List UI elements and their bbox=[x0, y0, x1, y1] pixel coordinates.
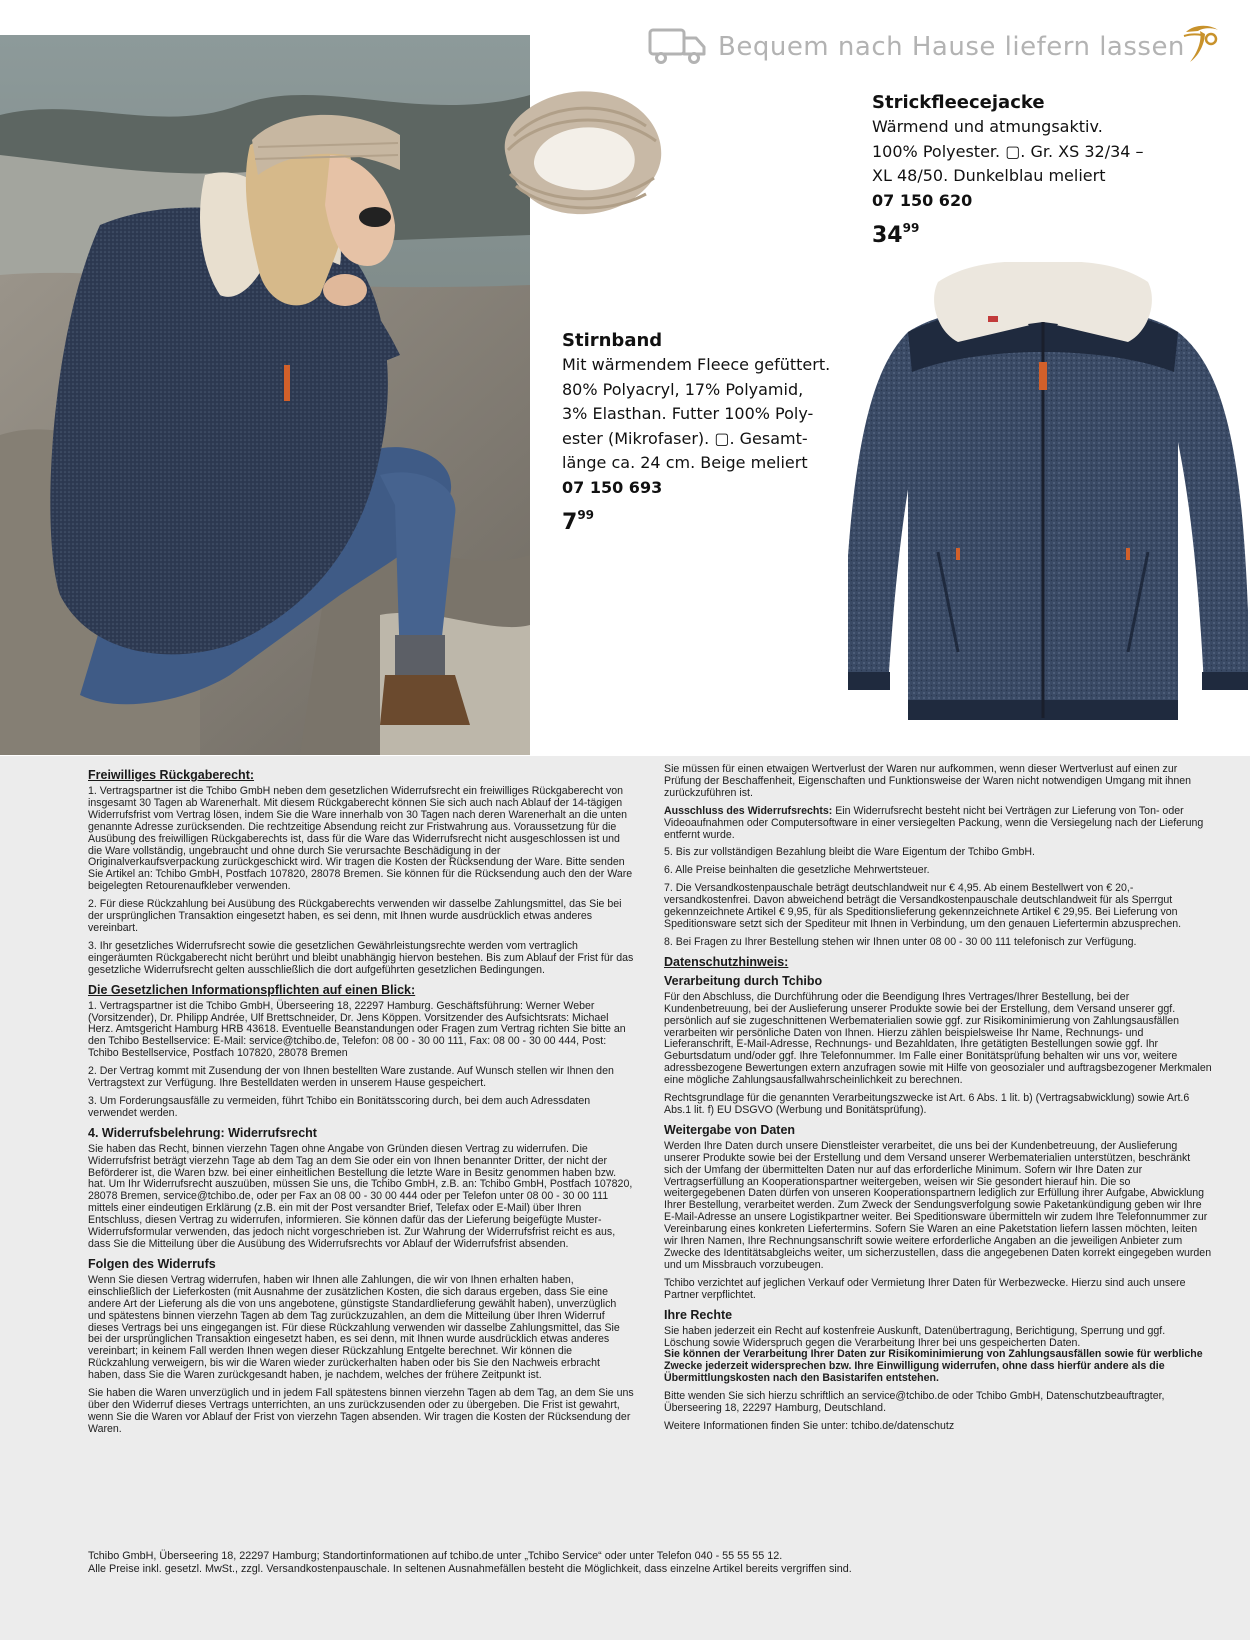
paragraph: Rechtsgrundlage für die genannten Verarbeitungszwecke ist Art. 6 Abs. 1 lit. b) (Vertragsabwicklung) sowie Art.6 Abs.1 lit. f) EU DSGVO (Werbung und Bonitätsprüfung). bbox=[664, 1092, 1190, 1116]
footer-line: Alle Preise inkl. gesetzl. MwSt., zzgl. Versandkostenpauschale. In seltenen Ausnahmefällen besteht die Möglichkeit, dass einzelne Artikel bereits vergriffen sind. bbox=[88, 1562, 852, 1575]
page-header bbox=[640, 22, 1240, 72]
header-title: Bequem nach Hause liefern lassen bbox=[718, 32, 1185, 62]
jacket-name: Strickfleecejacke bbox=[872, 92, 1045, 113]
tchibo-logo-icon bbox=[1180, 22, 1222, 66]
paragraph: 5. Bis zur vollständigen Bezahlung bleibt die Ware Eigentum der Tchibo GmbH. bbox=[664, 846, 1035, 859]
paragraph: Bitte wenden Sie sich hierzu schriftlich an service@tchibo.de oder Tchibo GmbH, Datenschutzbeauftragter, Überseering 18, 22297 Hamburg, Deutschland. bbox=[664, 1390, 1165, 1415]
bold-label: Ausschluss des Widerrufsrechts: bbox=[664, 804, 833, 817]
headband-article-number: 07 150 693 bbox=[562, 477, 663, 497]
paragraph bbox=[664, 806, 1212, 842]
section-heading: Verarbeitung durch Tchibo bbox=[664, 973, 823, 988]
jacket-price bbox=[872, 221, 1242, 248]
paragraph: 3. Um Forderungsausfälle zu vermeiden, führt Tchibo ein Bonitätsscoring durch, bei dem auch Adressdaten verwendet werden. bbox=[88, 1094, 591, 1119]
delivery-truck-icon bbox=[648, 26, 708, 66]
paragraph: 1. Vertragspartner ist die Tchibo GmbH neben dem gesetzlichen Widerrufsrecht ein freiwilliges Rückgaberecht von insgesamt 30 Tagen ab Warenerhalt. Mit diesem Rückgaberecht können Sie sich auch nach Ablauf der 14-tägigen Widerrufsfrist vom Vertrag lösen, indem Sie die Ware innerhalb von 30 Tagen nach deren Warenerhalt an die unten genannte Adresse zurücksenden. Die rechtzeitige Absendung reicht zur Fristwahrung aus. Voraussetzung für die Ausübung des freiwilligen Rückgaberechts ist, dass für die Ware das Widerrufsrecht nicht ausgeschlossen ist und die Ware vollständig, ungebraucht und ohne durch Sie verursachte Beschädigung in der Originalverkaufsverpackung zurückgeschickt wird. Wir tragen die Kosten der Rücksendung der Ware. Bitte senden Sie Artikel an: Tchibo GmbH, Postfach 107820, 28078 Bremen. Sie können für die Rücksendung auch den der Ware beigelegten Retourenaufkleber verwenden. bbox=[88, 785, 633, 893]
headband-name: Stirnband bbox=[562, 330, 663, 351]
bold-paragraph: Sie können der Verarbeitung Ihrer Daten zur Risikominimierung von Zahlungsausfällen sowie für werbliche Zwecke jederzeit widersprechen bzw. Ihre Einwilligung widerrufen, ohne dass hierfür andere als die Übermittlungskosten nach den Basistarifen entstehen. bbox=[664, 1348, 1203, 1385]
paragraph: 8. Bei Fragen zu Ihrer Bestellung stehen wir Ihnen unter 08 00 - 30 00 111 telefonisch zur Verfügung. bbox=[664, 935, 1137, 948]
headband-details bbox=[562, 353, 862, 500]
paragraph: Wenn Sie diesen Vertrag widerrufen, haben wir Ihnen alle Zahlungen, die wir von Ihnen erhalten haben, einschließlich der Lieferkosten (mit Ausnahme der zusätzlichen Kosten, die sich daraus ergeben, dass Sie eine andere Art der Lieferung als die von uns angebotene, günstigste Standardlieferung gewählt haben), unverzüglich und spätestens binnen vierzehn Tagen ab dem Tag zurückzuzahlen, an dem die Mitteilung über Ihren Widerruf dieses Vertrags bei uns eingegangen ist. Für diese Rückzahlung verwenden wir dasselbe Zahlungsmittel, das Sie bei der ursprünglichen Transaktion eingesetzt haben, es sei denn, mit Ihnen wurde ausdrücklich etwas anderes vereinbart; in keinem Fall werden Ihnen wegen dieser Rückzahlung Entgelte berechnet. Wir können die Rückzahlung verweigern, bis wir die Waren wieder zurückerhalten haben oder bis Sie den Nachweis erbracht haben, dass Sie die Waren zurückgesandt haben, je nachdem, welches der frühere Zeitpunkt ist. bbox=[88, 1273, 620, 1382]
legal-left-column bbox=[88, 764, 634, 1442]
section-heading: 4. Widerrufsbelehrung: Widerrufsrecht bbox=[88, 1125, 317, 1140]
headband-line4: ester (Mikrofaser). ▢. Gesamt- bbox=[562, 428, 808, 448]
headband-line2: 80% Polyacryl, 17% Polyamid, bbox=[562, 379, 804, 399]
paragraph: Sie haben die Waren unverzüglich und in jedem Fall spätestens binnen vierzehn Tagen ab dem Tag, an dem Sie uns über den Widerruf dieses Vertrags unterrichten, an uns zurückzusenden oder zu übergeben. Die Frist ist gewahrt, wenn Sie die Waren vor Ablauf der Frist von vierzehn Tagen absenden. Wir tragen die Kosten der Rücksendung der Waren. bbox=[88, 1387, 634, 1435]
headband-line1: Mit wärmendem Fleece gefüttert. bbox=[562, 355, 831, 374]
paragraph-text: Ein Widerrufsrecht besteht nicht bei Verträgen zur Lieferung von Ton- oder Videoaufnahmen oder Computersoftware in einer versiegelten Packung, wenn die Versiegelung nach der Lieferung entfernt wurde. bbox=[664, 804, 1204, 841]
paragraph: Werden Ihre Daten durch unsere Dienstleister verarbeitet, die uns bei der Kundenbetreuung, der Auslieferung unserer Produkte sowie bei der Erstellung und dem Versand unserer Werbematerialien unterstützen, beschränkt sich der Umfang der übermittelten Daten nur auf das erforderliche Minimum. Sofern wir Ihre Daten zur Vertragserfüllung an Kooperationspartner weitergeben, weisen wir Sie gesondert hierauf hin. Die so weitergegebenen Daten dürfen von unseren Kooperationspartnern lediglich zur Erfüllung ihrer Aufgabe, Abwicklung Ihrer Bestellung, verarbeitet werden. Zum Zweck der Sendungsverfolgung sowie Paketankündigung geben wir Ihre E-Mail-Adresse an unsere Logistikpartner weiter. Bei Speditionsware übermitteln wir zudem Ihre Telefonnummer zur Vereinbarung eines konkreten Liefertermins. Sofern Sie Waren an eine Paketstation liefern lassen möchten, leiten wir Ihren Namen, Ihre Rechnungsanschrift sowie weitere erforderliche Angaben an die jeweiligen Anbieter zum Zwecke des Identitätsabgleichs weiter, um sicherzustellen, dass die angegebenen Daten korrekt eingegeben wurden und um Missbrauch vorzubeugen. bbox=[664, 1139, 1212, 1271]
headband-price bbox=[562, 508, 862, 535]
paragraph: 1. Vertragspartner ist die Tchibo GmbH, Überseering 18, 22297 Hamburg. Geschäftsführung: Werner Weber (Vorsitzender), Dr. Philipp Andrée, Ulf Brettschneider, Dr. Jens Köppen. Vorsitzender des Aufsichtsrats: Michael Herz. Amtsgericht Hamburg HRB 43618. Eventuelle Beanstandungen oder Fragen zum Vertrag richten Sie bitte an den Tchibo Bestellservice: E-Mail: service@tchibo.de, Telefon: 08 00 - 30 00 111, Fax: 08 00 - 30 00 444, Post: Tchibo Bestellservice, Postfach 107820, 28078 Bremen bbox=[88, 999, 626, 1060]
paragraph: Für den Abschluss, die Durchführung oder die Beendigung Ihres Vertrages/Ihrer Bestellung, bei der Kundenbetreuung, bei der Auslieferung unserer Produkte sowie bei der Erstellung, dem Versand unserer ggf. persönlich auf sie zugeschnittenen Werbematerialien sowie ggf. zur Risikominimierung von Zahlungsausfällen verarbeiten wir persönliche Daten von Ihnen. Hierzu zählen beispielsweise Ihr Name, Rechnungs- und Lieferanschrift, E-Mail-Adresse, Rechnungs- und Bezahldaten, Ihre getätigten Bestellungen sowie ggf. Ihr Geburtsdatum und/oder ggf. Ihre Telefonnummer. Im Falle einer Bonitätsprüfung behalten wir uns vor, weitere adressbezogene Bewertungen extern anzufragen sowie mit Hilfe von geosozialer und auftragsbezogener Merkmalen eine mögliche Zahlungsausfallwahrscheinlichkeit zu berechnen. bbox=[664, 990, 1212, 1087]
paragraph: 6. Alle Preise beinhalten die gesetzliche Mehrwertsteuer. bbox=[664, 864, 930, 877]
paragraph: Tchibo verzichtet auf jeglichen Verkauf oder Vermietung Ihrer Daten für Werbezwecke. Hierzu sind auch unsere Partner verpflichtet. bbox=[664, 1276, 1186, 1301]
headband-description bbox=[562, 330, 862, 535]
jacket-details bbox=[872, 115, 1242, 213]
headband-line3: 3% Elasthan. Futter 100% Poly- bbox=[562, 404, 814, 423]
jacket-price-cents: 99 bbox=[902, 221, 920, 235]
paragraph: 2. Für diese Rückzahlung bei Ausübung des Rückgaberechts verwenden wir dasselbe Zahlungsmittel, das Sie bei der ursprünglichen Transaktion eingesetzt haben, es sei denn, mit Ihnen wurde ausdrücklich etwas anderes vereinbart. bbox=[88, 898, 622, 934]
jacket-description bbox=[872, 92, 1242, 248]
footer-line: Tchibo GmbH, Überseering 18, 22297 Hamburg; Standortinformationen auf tchibo.de unter „Tchibo Service“ oder unter Telefon 040 - 55 55 55 12. bbox=[88, 1550, 783, 1562]
jacket-article-number: 07 150 620 bbox=[872, 190, 973, 210]
paragraph bbox=[664, 1326, 1212, 1386]
headband-price-cents: 99 bbox=[577, 508, 595, 522]
legal-footer bbox=[88, 1550, 1198, 1575]
lifestyle-photo-illustration bbox=[0, 35, 530, 755]
lifestyle-photo bbox=[0, 35, 530, 755]
jacket-price-main: 34 bbox=[872, 223, 903, 248]
headband-line5: länge ca. 24 cm. Beige meliert bbox=[562, 453, 808, 472]
paragraph: Sie müssen für einen etwaigen Wertverlust der Waren nur aufkommen, wenn dieser Wertverlust auf einen zur Prüfung der Beschaffenheit, Eigenschaften und Funktionsweise der Waren nicht notwendigen Umgang mit ihnen zurückzuführen ist. bbox=[664, 763, 1192, 799]
section-heading: Datenschutzhinweis: bbox=[664, 954, 789, 969]
paragraph: 7. Die Versandkostenpauschale beträgt deutschlandweit nur € 4,95. Ab einem Bestellwert von € 20,- versandkostenfrei. Davon abweichend beträgt die Versandkostenpauschale deutschlandweit für als Sperrgut gekennzeichnete Artikel € 9,95, für als Speditionslieferung gekennzeichnete Artikel € 29,95. Bei Lieferung von Speditionsware setzt sich der Spediteur mit Ihnen in Verbindung, um den genauen Liefertermin abzusprechen. bbox=[664, 882, 1182, 930]
jacket-line2: 100% Polyester. ▢. Gr. XS 32/34 – bbox=[872, 141, 1144, 161]
legal-information-section bbox=[0, 756, 1250, 1640]
headband-product-image bbox=[486, 86, 670, 226]
section-heading: Ihre Rechte bbox=[664, 1307, 733, 1322]
paragraph: Weitere Informationen finden Sie unter: tchibo.de/datenschutz bbox=[664, 1419, 955, 1432]
jacket-product-image bbox=[848, 262, 1248, 730]
section-heading: Die Gesetzlichen Informationspflichten auf einen Blick: bbox=[88, 982, 416, 997]
legal-right-column bbox=[664, 764, 1212, 1439]
section-heading: Freiwilliges Rückgaberecht: bbox=[88, 768, 255, 782]
paragraph: 2. Der Vertrag kommt mit Zusendung der von Ihnen bestellten Ware zustande. Auf Wunsch stellen wir Ihnen den Vertragstext zur Verfügung. Ihre Bestelldaten werden in unserem Hause gespeichert. bbox=[88, 1065, 614, 1090]
section-heading: Weitergabe von Daten bbox=[664, 1122, 796, 1137]
jacket-line1: Wärmend und atmungsaktiv. bbox=[872, 117, 1103, 136]
paragraph: 3. Ihr gesetzliches Widerrufsrecht sowie die gesetzlichen Gewährleistungsrechte werden vom vertraglich eingeräumten Rückgaberecht nicht berührt und bleibt unabhängig hiervon bestehen. Bis zum Ablauf der Frist für das gesetzliche Widerrufsrecht gelten ausschließlich die dort aufgeführten gesetzlichen Bedingungen. bbox=[88, 939, 634, 976]
paragraph-text: Sie haben jederzeit ein Recht auf kostenfreie Auskunft, Datenübertragung, Berichtigung, Sperrung und ggf. Löschung sowie Widerspruch gegen die Verarbeitung Ihrer bei uns gespeicherten Daten. bbox=[664, 1324, 1166, 1349]
headband-price-main: 7 bbox=[562, 510, 578, 535]
jacket-line3: XL 48/50. Dunkelblau meliert bbox=[872, 166, 1106, 185]
section-heading: Folgen des Widerrufs bbox=[88, 1256, 216, 1271]
paragraph: Sie haben das Recht, binnen vierzehn Tagen ohne Angabe von Gründen diesen Vertrag zu widerrufen. Die Widerrufsfrist beträgt vierzehn Tage ab dem Tag an dem Sie oder ein von Ihnen benannter Dritter, der nicht der Beförderer ist, die Waren bzw. bei einer einheitlichen Bestellung die letzte Ware in Besitz genommen haben bzw. hat. Um Ihr Widerrufsrecht auszuüben, müssen Sie uns, die Tchibo GmbH, z.B. an: Tchibo GmbH, Postfach 107820, 28078 Bremen, service@tchibo.de, oder per Fax an 08 00 - 30 00 444 oder per Telefon unter 08 00 - 30 00 111 mittels einer eindeutigen Erklärung (z.B. ein mit der Post versandter Brief, Telefax oder E-Mail) über Ihren Entschluss, diesen Vertrag zu widerrufen, informieren. Sie können dafür das der Lieferung beigefügte Muster-Widerrufsformular verwenden, das jedoch nicht vorgeschrieben ist. Zur Wahrung der Widerrufsfrist reicht es aus, dass Sie die Mitteilung über die Ausübung des Widerrufsrechts vor Ablauf der Widerrufsfrist absenden. bbox=[88, 1142, 633, 1250]
